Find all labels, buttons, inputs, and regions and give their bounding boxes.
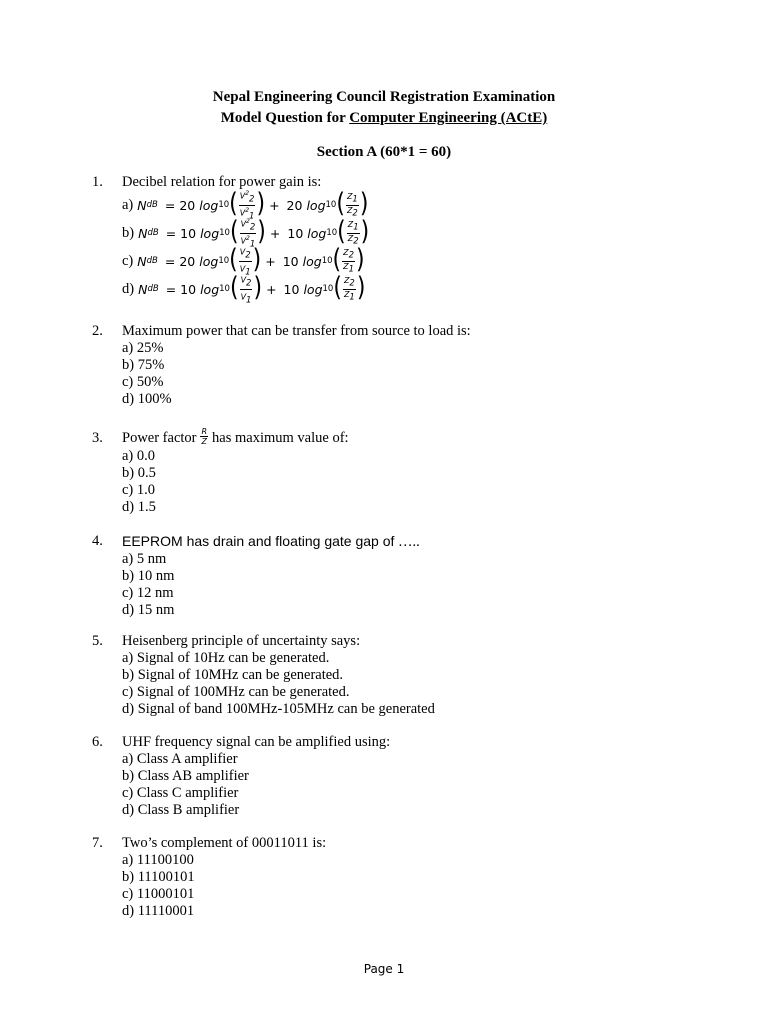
question-text-start: Power factor — [122, 430, 197, 446]
impedance-subscript: 1 — [348, 264, 355, 275]
n-symbol: N — [137, 253, 147, 269]
answer-option: d) Signal of band 100MHz-105MHz can be generated — [122, 701, 435, 717]
impedance-symbol: Z — [343, 261, 349, 271]
voltage-exponent: 2 — [246, 218, 250, 226]
n-symbol: N — [138, 281, 148, 297]
option-label: b) — [122, 224, 135, 241]
decibel-formula: N dB = 20 log 10 ( $\frac{V^22}{V^21}$ ) + 20 log 10 ( $\frac{Z1}{Z2}$ ) — [137, 189, 369, 221]
question-text-end: has maximum value of: — [212, 430, 349, 446]
answer-option: b) Class AB amplifier — [122, 768, 249, 784]
coefficient-1: 20 — [179, 197, 196, 213]
question-3 — [92, 428, 712, 516]
voltage-exponent: 2 — [246, 234, 250, 242]
impedance-symbol: Z — [347, 219, 354, 229]
voltage-subscript: 2 — [245, 250, 251, 261]
answer-option: d) Class B amplifier — [122, 802, 240, 818]
question-7 — [92, 835, 712, 920]
answer-option: a) 0.0 — [122, 448, 156, 465]
impedance-ratio — [343, 276, 356, 302]
n-subscript: dB — [147, 284, 159, 294]
log-base: 10 — [219, 228, 230, 238]
title-prefix: Model Question for — [220, 110, 350, 126]
log-base: 10 — [326, 228, 338, 238]
voltage-symbol: V — [239, 191, 246, 201]
question-number: 1. — [92, 174, 103, 190]
answer-option: b) 0.5 — [122, 465, 156, 482]
log-symbol: log — [199, 197, 219, 213]
model-question-title — [0, 108, 768, 129]
voltage-exponent: 2 — [245, 190, 250, 198]
answer-option: c) 11000101 — [122, 886, 195, 902]
question-number: 5. — [92, 633, 103, 649]
question-1-options — [122, 191, 712, 303]
answer-option: a) 25% — [122, 340, 164, 356]
impedance-symbol: Z — [346, 191, 353, 201]
voltage-subscript: 1 — [249, 238, 256, 249]
question-number: 2. — [92, 323, 103, 339]
log-base: 10 — [321, 256, 333, 266]
answer-option: b) 10 nm — [122, 568, 175, 584]
answer-option: d) 15 nm — [122, 602, 175, 618]
voltage-subscript: 2 — [249, 194, 255, 205]
answer-option: d) 11110001 — [122, 903, 195, 919]
r-over-z-fraction — [200, 427, 208, 446]
voltage-subscript: 2 — [249, 222, 256, 233]
answer-option: d) 1.5 — [122, 499, 156, 516]
question-text: Two’s complement of 00011011 is: — [122, 835, 327, 851]
voltage-subscript: 1 — [249, 210, 255, 221]
math-option — [122, 191, 712, 219]
question-number: 6. — [92, 734, 103, 750]
voltage-symbol: V — [240, 236, 247, 246]
answer-option: a) Signal of 10Hz can be generated. — [122, 650, 330, 666]
question-text — [122, 533, 420, 551]
voltage-symbol: V — [239, 247, 246, 257]
impedance-subscript: 2 — [352, 208, 358, 219]
answer-option: c) 1.0 — [122, 482, 156, 499]
question-text: Heisenberg principle of uncertainty says: — [122, 633, 361, 649]
question-text: UHF frequency signal can be amplified using: — [122, 734, 391, 750]
n-subscript: dB — [146, 200, 158, 210]
answer-option: b) 75% — [122, 357, 165, 373]
answer-option: c) 12 nm — [122, 585, 174, 601]
answer-option: a) Class A amplifier — [122, 751, 238, 767]
impedance-subscript: 1 — [353, 222, 359, 233]
coefficient-2: 10 — [283, 281, 300, 297]
option-label: d) — [122, 280, 135, 297]
answer-option: b) Signal of 10MHz can be generated. — [122, 667, 344, 683]
voltage-subscript: 1 — [246, 294, 252, 305]
question-text-main: EEPROM has drain and floating gate gap of — [122, 533, 395, 549]
impedance-symbol: Z — [346, 205, 353, 215]
question-6 — [92, 734, 712, 819]
log-symbol: log — [303, 281, 323, 297]
voltage-ratio — [240, 217, 257, 249]
voltage-ratio — [239, 189, 256, 221]
log-symbol: log — [302, 253, 322, 269]
voltage-symbol: V — [240, 219, 247, 229]
impedance-ratio — [342, 248, 355, 274]
log-base: 10 — [218, 256, 230, 266]
voltage-symbol: V — [239, 264, 246, 274]
impedance-symbol: Z — [343, 289, 350, 299]
coefficient-2: 20 — [286, 197, 303, 213]
page-number: Page 1 — [363, 962, 405, 976]
impedance-subscript: 2 — [353, 236, 359, 247]
coefficient-1: 20 — [179, 253, 196, 269]
impedance-symbol: Z — [343, 275, 350, 285]
n-subscript: dB — [146, 256, 158, 266]
question-number: 4. — [92, 533, 103, 549]
answer-option: a) 11100100 — [122, 852, 194, 868]
coefficient-2: 10 — [282, 253, 299, 269]
question-text-ellipsis: ….. — [394, 534, 420, 550]
fraction-numerator: R — [201, 427, 208, 437]
answer-option: c) Signal of 100MHz can be generated. — [122, 684, 350, 700]
question-2 — [92, 323, 712, 408]
answer-option: d) 100% — [122, 391, 172, 407]
voltage-symbol: V — [240, 275, 247, 285]
log-base: 10 — [218, 200, 230, 210]
impedance-ratio — [346, 192, 359, 218]
math-option — [122, 247, 712, 275]
n-symbol: N — [137, 197, 147, 213]
exam-title: Nepal Engineering Council Registration Examination — [212, 89, 556, 105]
coefficient-2: 10 — [287, 225, 304, 241]
math-option — [122, 219, 712, 247]
impedance-symbol: Z — [347, 233, 354, 243]
n-symbol: N — [138, 225, 148, 241]
impedance-ratio — [347, 220, 360, 246]
section-heading: Section A (60*1 = 60) — [316, 144, 452, 160]
voltage-subscript: 1 — [245, 266, 251, 277]
impedance-symbol: Z — [343, 247, 349, 257]
answer-option: a) 5 nm — [122, 551, 167, 567]
decibel-formula: N dB = 10 log 10 ( $\frac{V2}{V1}$ ) + 10 log 10 ( $\frac{Z2}{Z1}$ ) — [138, 273, 366, 305]
question-5 — [92, 633, 712, 718]
answer-option: c) 50% — [122, 374, 164, 390]
question-text — [122, 428, 349, 448]
n-subscript: dB — [147, 228, 159, 238]
log-symbol: log — [199, 253, 219, 269]
fraction-denominator: Z — [201, 437, 207, 447]
voltage-symbol: V — [240, 292, 247, 302]
log-symbol: log — [200, 281, 220, 297]
math-option — [122, 275, 712, 303]
log-base: 10 — [322, 284, 334, 294]
log-symbol: log — [200, 225, 220, 241]
impedance-subscript: 1 — [352, 194, 358, 205]
impedance-subscript: 1 — [349, 292, 355, 303]
question-number: 3. — [92, 430, 103, 447]
question-text: Maximum power that can be transfer from source to load is: — [122, 323, 471, 339]
option-label: a) — [122, 196, 134, 213]
option-label: c) — [122, 252, 134, 269]
answer-option: b) 11100101 — [122, 869, 195, 885]
impedance-subscript: 2 — [349, 278, 355, 289]
log-base: 10 — [325, 200, 337, 210]
log-symbol: log — [306, 197, 326, 213]
voltage-symbol: V — [239, 208, 246, 218]
decibel-formula: N dB = 20 log 10 ( $\frac{V2}{V1}$ ) + 10 log 10 ( $\frac{Z2}{Z1}$ ) — [137, 245, 365, 277]
voltage-subscript: 2 — [246, 278, 252, 289]
impedance-subscript: 2 — [348, 250, 355, 261]
voltage-exponent: 2 — [245, 206, 250, 214]
decibel-formula: N dB = 10 log 10 ( $\frac{V^22}{V^21}$ ) + 10 log 10 ( $\frac{Z1}{Z2}$ ) — [138, 217, 370, 249]
coefficient-1: 10 — [180, 281, 197, 297]
log-symbol: log — [307, 225, 327, 241]
question-number: 7. — [92, 835, 103, 851]
question-1 — [92, 174, 712, 303]
answer-option: c) Class C amplifier — [122, 785, 239, 801]
subject-name: Computer Engineering (ACtE) — [349, 110, 548, 126]
question-text: Decibel relation for power gain is: — [122, 174, 322, 190]
log-base: 10 — [219, 284, 230, 294]
question-4 — [92, 533, 712, 619]
voltage-ratio — [240, 273, 253, 305]
voltage-ratio — [239, 245, 252, 277]
coefficient-1: 10 — [180, 225, 197, 241]
